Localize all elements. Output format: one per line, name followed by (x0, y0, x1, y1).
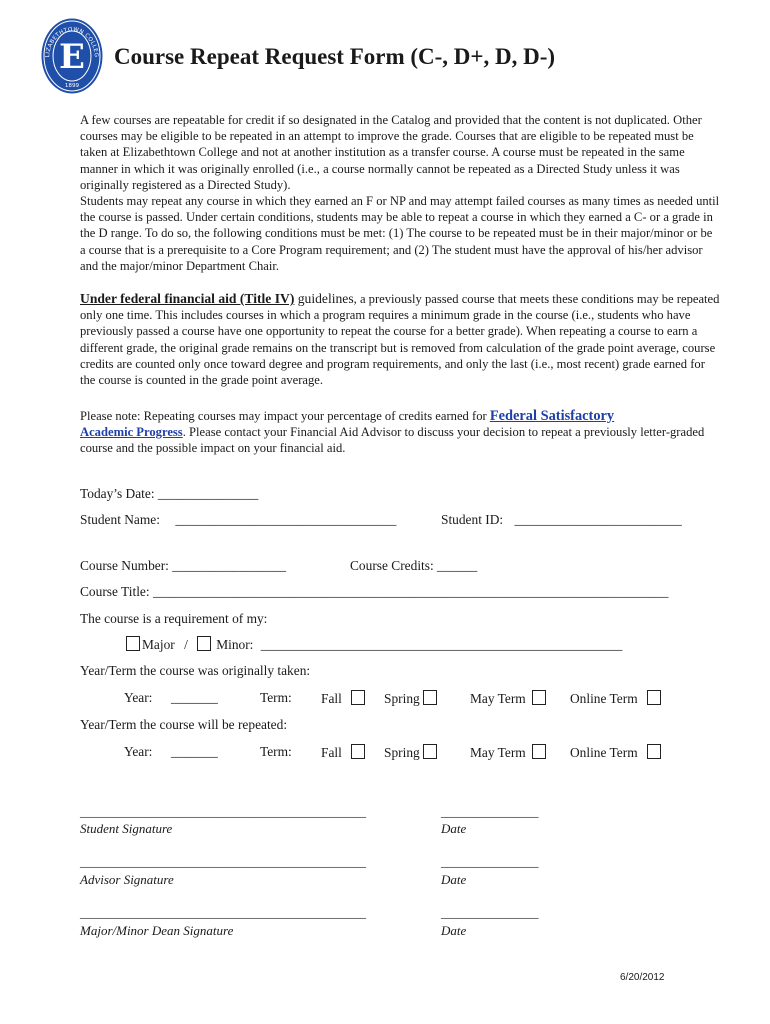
todays-date-field[interactable]: _______________ (157, 486, 259, 501)
repeat-term-word: Term: (260, 744, 292, 759)
advisor-signature-label: Advisor Signature (80, 872, 174, 887)
repeat-spring-checkbox[interactable] (423, 744, 437, 759)
minor-field[interactable]: ______________________________________________________ (260, 637, 623, 652)
dean-date-label: Date (441, 923, 467, 938)
course-title-field[interactable]: _____________________________________________________________________________ (152, 584, 669, 599)
student-id-field[interactable]: _________________________ (514, 512, 682, 527)
original-fall-label: Fall (321, 691, 342, 706)
repeat-year-label: Year: (124, 744, 153, 759)
student-date-label: Date (441, 821, 467, 836)
svg-text:E: E (59, 37, 85, 77)
original-mayterm-label: May Term (470, 691, 526, 706)
original-fall-option (321, 690, 365, 707)
todays-date-row (80, 486, 258, 502)
footer-date: 6/20/2012 (620, 972, 665, 983)
student-name-label: Student Name: (80, 512, 160, 527)
course-title-label: Course Title: (80, 584, 150, 599)
intro-paragraph-2: Students may repeat any course in which they earned an F or NP and may attempt failed courses as many times as needed until the course is passed. Under certain conditions, students may be able to repeat a course in which they earned a C- or a grade in the D range. To do so, the following conditions must be met: (1) The course to be repeated must be in their major/minor or be a course that is a prerequisite to a Core Program requirement; and (2) The student must have the approval of his/her advisor and the major/minor Department Chair. (80, 194, 720, 273)
course-number-row (80, 558, 286, 574)
minor-label: Minor: (216, 637, 254, 652)
repeat-fall-option (321, 744, 365, 761)
financial-aid-lead: guidelines (294, 291, 354, 306)
course-credits-field[interactable]: ______ (437, 558, 478, 573)
original-mayterm-option (470, 690, 546, 707)
svg-text:ELIZABETHTOWN COLLEGE: LIZABETHTOWN COLLEG (45, 26, 100, 58)
original-online-checkbox[interactable] (647, 690, 661, 705)
dean-signature-label: Major/Minor Dean Signature (80, 923, 234, 938)
course-number-label: Course Number: (80, 558, 169, 573)
repeat-spring-label: Spring (384, 745, 420, 760)
sap-link-part1[interactable]: Federal Satisfactory (489, 408, 615, 424)
repeat-online-checkbox[interactable] (647, 744, 661, 759)
repeat-mayterm-option (470, 744, 546, 761)
original-fall-checkbox[interactable] (351, 690, 365, 705)
student-signature-label: Student Signature (80, 821, 173, 836)
original-online-option (570, 690, 661, 707)
original-year-label: Year: (124, 690, 153, 705)
financial-aid-heading: Under federal financial aid (Title IV) (80, 291, 295, 306)
repeat-fall-label: Fall (321, 745, 342, 760)
student-signature-line[interactable]: ____________________________________________ (80, 804, 366, 819)
college-seal-logo (40, 17, 104, 95)
repeat-mayterm-checkbox[interactable] (532, 744, 546, 759)
svg-text:1899: 1899 (64, 83, 80, 89)
financial-aid-paragraph (80, 291, 720, 388)
original-spring-label: Spring (384, 691, 420, 706)
advisor-signature-line[interactable]: ____________________________________________ (80, 854, 366, 869)
student-id-label: Student ID: (441, 512, 504, 527)
major-label: Major (142, 637, 175, 652)
seal-icon (40, 17, 104, 95)
original-term-label: Year/Term the course was originally taken: (80, 663, 311, 678)
student-name-field[interactable]: _________________________________ (175, 512, 397, 527)
student-name-row (80, 512, 396, 528)
original-spring-option (384, 690, 437, 707)
original-term-word: Term: (260, 690, 292, 705)
major-checkbox[interactable] (126, 636, 140, 651)
repeat-spring-option (384, 744, 437, 761)
requirement-label: The course is a requirement of my: (80, 611, 268, 626)
minor-checkbox[interactable] (197, 636, 211, 651)
original-mayterm-checkbox[interactable] (532, 690, 546, 705)
student-id-row (441, 512, 682, 528)
course-credits-row (350, 558, 477, 574)
repeat-year-field[interactable]: _______ (171, 744, 218, 759)
major-minor-row (126, 636, 622, 653)
page-title: Course Repeat Request Form (C-, D+, D, D-) (114, 44, 556, 69)
note-prefix: Please note: Repeating courses may impact your percentage of credits earned for (80, 409, 490, 423)
note-suffix: . Please contact your Financial Aid Advisor to discuss your decision to repeat a previously letter-graded course and the possible impact on your financial aid. (80, 425, 705, 456)
course-credits-label: Course Credits: (350, 558, 434, 573)
intro-paragraph-1: A few courses are repeatable for credit if so designated in the Catalog and provided that the content is not duplicated. Other courses may be eligible to be repeated in an attempt to improve the grade. Courses that are eligible to be repeated must be taken at Elizabethtown College and not at another institution as a transfer course. A course must be repeated in the same manner in which it was originally enrolled (i.e., a course normally cannot be repeated as a Directed Study unless it was originally registered as a Directed Study). (80, 113, 702, 192)
financial-aid-body: , a previously passed course that meets these conditions may be repeated only one time. This includes courses in which a program requires a minimum grade in the course (i.e., students who have previously passed a course have one opportunity to repeat the course for a better grade). When repeating a course to earn a different grade, the original grade remains on the transcript but is removed from calculation of the grade point average, course credits are counted only once toward degree and program requirements, and only the last (i.e., most recent) grade earned for the course is counted in the grade point average. (80, 292, 720, 388)
repeat-fall-checkbox[interactable] (351, 744, 365, 759)
dean-date-line[interactable]: _______________ (441, 905, 539, 920)
original-year-field[interactable]: _______ (171, 690, 218, 705)
repeat-mayterm-label: May Term (470, 745, 526, 760)
repeat-online-option (570, 744, 661, 761)
repeat-term-label: Year/Term the course will be repeated: (80, 717, 288, 732)
sap-link-part2[interactable]: Academic Progress (80, 425, 183, 440)
original-spring-checkbox[interactable] (423, 690, 437, 705)
student-date-line[interactable]: _______________ (441, 804, 539, 819)
note-paragraph (80, 408, 720, 457)
todays-date-label: Today’s Date: (80, 486, 155, 501)
repeat-online-label: Online Term (570, 745, 638, 760)
slash-separator: / (184, 637, 188, 652)
course-number-field[interactable]: _________________ (172, 558, 287, 573)
course-title-row (80, 584, 668, 600)
dean-signature-line[interactable]: ____________________________________________ (80, 905, 366, 920)
original-online-label: Online Term (570, 691, 638, 706)
advisor-date-line[interactable]: _______________ (441, 854, 539, 869)
advisor-date-label: Date (441, 872, 467, 887)
